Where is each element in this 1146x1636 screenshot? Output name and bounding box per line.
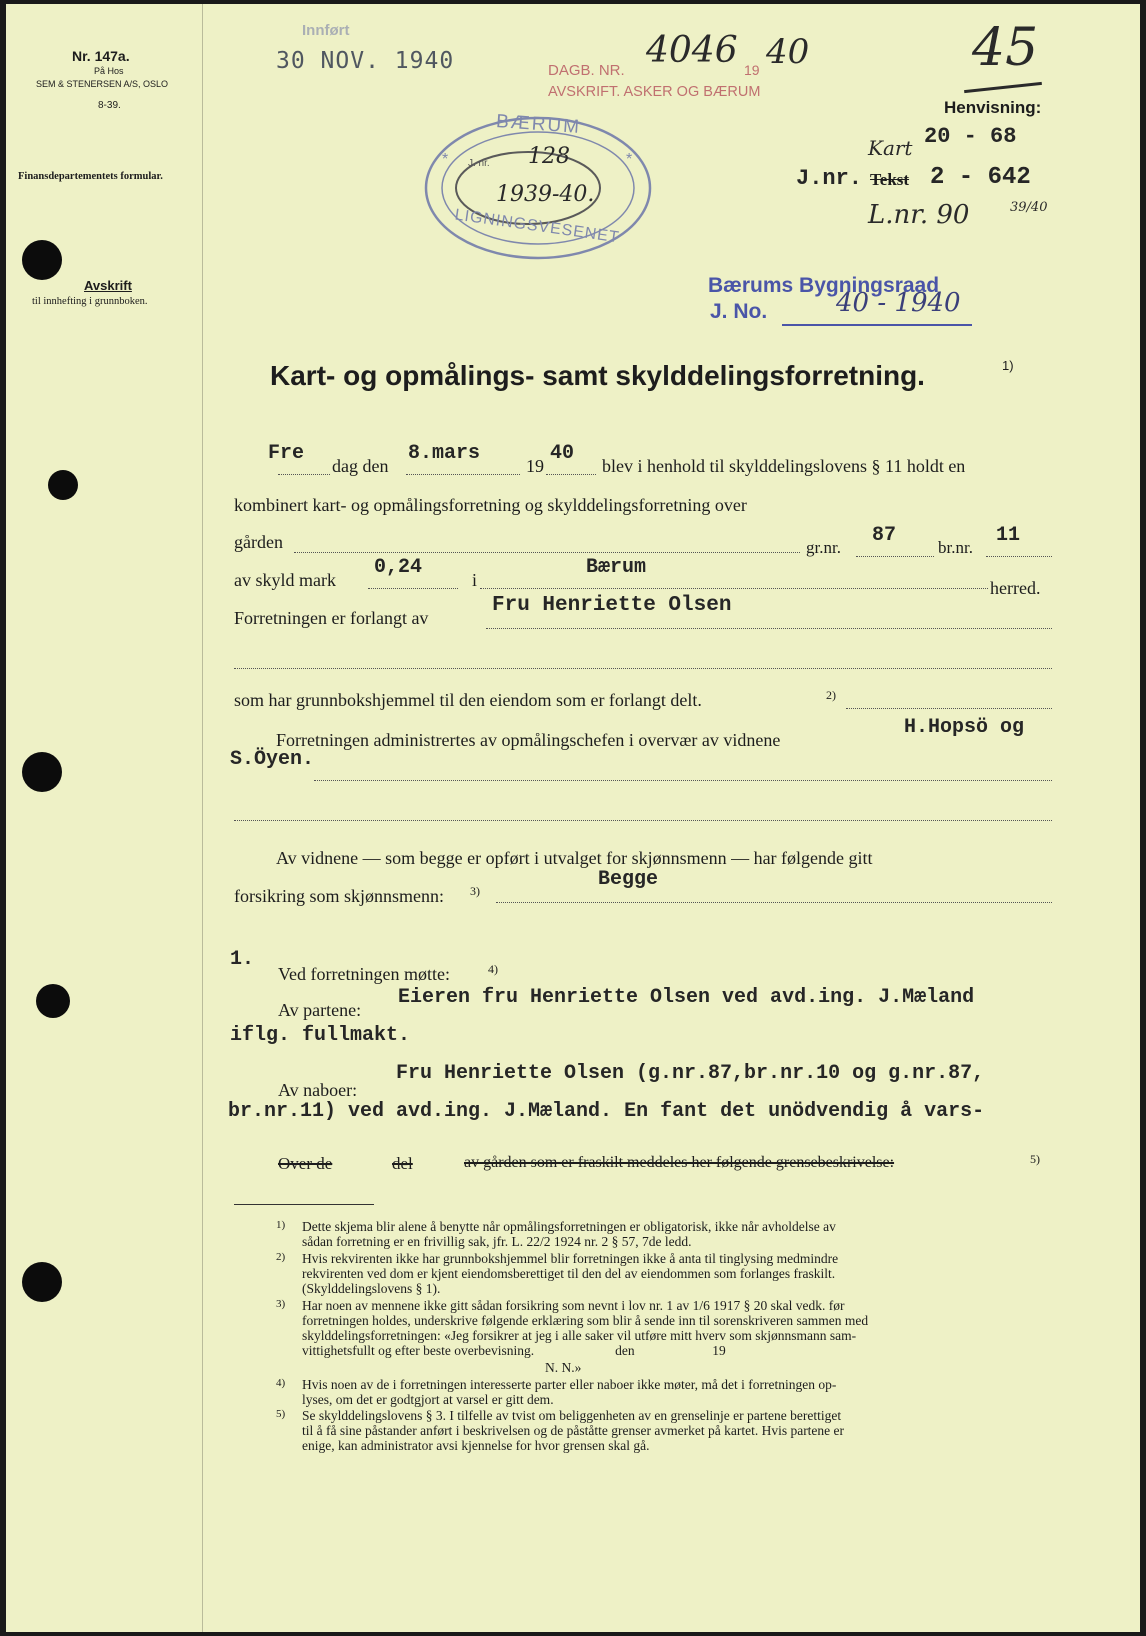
parties-line1: Eieren fru Henriette Olsen ved avd.ing. J.Mæland	[398, 986, 975, 1009]
witness-text2: forsikring som skjønnsmenn:	[234, 886, 444, 906]
gnr-label: gr.nr.	[806, 538, 841, 557]
oval-jnr-label: J. nr.	[468, 158, 490, 169]
district-typed: Bærum	[586, 556, 647, 579]
requested-label: Forretningen er forlangt av	[234, 608, 429, 628]
oval-stamp-top: BÆRUM	[495, 111, 582, 138]
admin-text: Forretningen administrertes av opmålingschefen i overvær av vidnene	[276, 730, 781, 750]
board-jno: 40 - 1940	[836, 288, 961, 318]
skyld-label: av skyld mark	[234, 570, 336, 590]
date-typed: 8.mars	[408, 442, 481, 465]
ministry-form-label: Finansdepartementets formular.	[18, 171, 163, 182]
reference-map-label: Kart	[868, 136, 913, 160]
publisher-line1: På Hos	[94, 66, 124, 76]
form-date-code: 8-39.	[98, 100, 121, 111]
page-number-underline	[964, 82, 1042, 93]
footnote-separator	[234, 1204, 374, 1205]
footnote-2-line: Hvis rekvirenten ikke har grunnbokshjemmel blir forretningen ikke å anta til tinglysing medmindre	[302, 1251, 839, 1266]
grunnbok-text: som har grunnbokshjemmel til den eiendom som er forlangt delt.	[234, 690, 702, 710]
struck-text-3: av gården som er fraskilt meddeles her følgende grensebeskrivelse:	[464, 1154, 895, 1171]
skyld-typed: 0,24	[374, 556, 423, 579]
struck-text-2: del	[392, 1154, 413, 1173]
board-jno-label: J. No.	[710, 300, 768, 323]
neighbors-line1: Fru Henriette Olsen (g.nr.87,br.nr.10 og g.nr.87,	[396, 1062, 985, 1085]
neighbors-label: Av naboer:	[278, 1080, 358, 1100]
publisher-line2: SEM & STENERSEN A/S, OSLO	[36, 79, 169, 89]
year-prefix: 19	[526, 456, 544, 476]
footnote-5-line: til å få sine påstander anført i beskrivelsen og de påståtte grenser avmerket på kartet. Hvis partene er	[302, 1423, 845, 1438]
parties-line2: iflg. fullmakt.	[230, 1024, 411, 1047]
footnote-3-line: N. N.»	[302, 1360, 582, 1375]
dotted-line	[314, 780, 1052, 781]
punch-hole	[22, 752, 62, 792]
svg-text:*: *	[626, 151, 633, 168]
svg-text:*: *	[442, 151, 449, 168]
meeting-label: Ved forretningen møtte:	[278, 964, 450, 984]
copy-title: Avskrift	[84, 278, 132, 293]
copy-note: til innhefting i grunnboken.	[32, 296, 148, 307]
witness2-typed: S.Öyen.	[230, 748, 315, 771]
dotted-line	[986, 556, 1052, 557]
copy-office-stamp: AVSKRIFT. ASKER OG BÆRUM	[548, 84, 761, 100]
footnote-4-line: lyses, om det er godtgjort at varsel er gitt dem.	[302, 1392, 554, 1407]
oval-jnr: 128	[528, 144, 570, 169]
footnote-5-line: enige, kan administrator avsi kjennelse for hvor grensen skal gå.	[302, 1438, 650, 1453]
footnote-3-line: forretningen holdes, underskrive følgende erklæring som blir å sende inn til sorenskriveren sammen med	[302, 1313, 869, 1328]
both-typed: Begge	[598, 868, 659, 891]
page-number: 45	[972, 18, 1039, 78]
oval-year: 1939-40.	[496, 182, 595, 207]
diary-number: 4046	[646, 30, 738, 71]
reference-jnr-label: J.nr.	[796, 166, 863, 191]
requested-typed: Fru Henriette Olsen	[492, 594, 732, 617]
footnote-3-line: skylddelingsforretningen: «Jeg forsikrer at jeg i alle saker vil utføre mitt hverv som skjønnsmann sam-	[302, 1328, 857, 1343]
struck-text-1: Over de	[278, 1154, 333, 1173]
witness1-typed: H.Hopsö og	[904, 716, 1025, 739]
dotted-line	[294, 552, 800, 553]
parties-label: Av partene:	[278, 1000, 362, 1020]
page-title: Kart- og opmålings- samt skylddelingsforretning.	[270, 360, 925, 391]
footnote-3-line: vittighetsfullt og efter beste overbevisning. den 19	[302, 1343, 726, 1358]
struck-footnote-ref: 5)	[1030, 1152, 1040, 1166]
reference-map-value: 20 - 68	[924, 124, 1017, 149]
title-footnote-ref: 1)	[1002, 358, 1014, 373]
farm-label: gården	[234, 532, 283, 552]
recorded-stamp: Innført	[302, 22, 350, 39]
gnr-typed: 87	[872, 524, 897, 547]
year-typed: 40	[550, 442, 575, 465]
footnote-1-line: sådan forretning er en frivillig sak, jfr. L. 22/2 1924 nr. 2 § 57, 7de ledd.	[302, 1234, 692, 1249]
district-label: herred.	[990, 578, 1041, 598]
reference-lnr-year: 39/40	[1010, 200, 1048, 215]
grunnbok-footnote-ref: 2)	[826, 688, 836, 702]
diary-year-prefix: 19	[744, 62, 760, 78]
footnote-5-line: Se skylddelingslovens § 3. I tilfelle av tvist om beliggenheten av en grenselinje er partene berettiget	[302, 1408, 842, 1423]
day-typed: Fre	[268, 442, 305, 465]
dotted-line	[486, 628, 1052, 629]
dotted-line	[368, 588, 458, 589]
dotted-line	[546, 474, 596, 475]
reference-jnr-value: 2 - 642	[930, 164, 1031, 191]
line2-text: kombinert kart- og opmålingsforretning og skylddelingsforretning over	[234, 495, 747, 515]
footnote-4-line: Hvis noen av de i forretningen interesserte parter eller naboer ikke møter, må det i forretningen op-	[302, 1377, 837, 1392]
margin-rule	[202, 4, 203, 1632]
footnote-2-line: rekvirenten ved dom er kjent eiendomsberettiget til den del av eiendommen som forlanges fraskilt.	[302, 1266, 836, 1281]
footnote-1-line: Dette skjema blir alene å benytte når opmålingsforretningen er obligatorisk, ikke når avholdelse av	[302, 1219, 836, 1234]
board-stamp: Bærums Bygningsraad	[708, 274, 940, 297]
neighbors-line2: br.nr.11) ved avd.ing. J.Mæland. En fant det unödvendig å vars-	[228, 1100, 985, 1123]
reference-text-label: Tekst	[870, 170, 910, 189]
footnote-3-line: Har noen av mennene ikke gitt sådan forsikring som nevnt i lov nr. 1 av 1/6 1917 § 20 skal vedk. før	[302, 1298, 845, 1313]
dotted-line	[846, 708, 1052, 709]
bnr-label: br.nr.	[938, 538, 973, 557]
dotted-line	[496, 902, 1052, 903]
day-label: dag den	[332, 456, 389, 476]
form-number: Nr. 147a.	[72, 48, 130, 64]
reference-heading: Henvisning:	[944, 98, 1042, 117]
reference-lnr: L.nr. 90	[868, 200, 970, 230]
section-number: 1.	[230, 948, 255, 971]
witness-text1: Av vidnene — som begge er opført i utvalget for skjønnsmenn — har følgende gitt	[276, 848, 873, 868]
dotted-line	[278, 474, 330, 475]
dotted-line	[234, 820, 1052, 821]
line1-tail: blev i henhold til skylddelingslovens § 11 holdt en	[602, 456, 966, 476]
recorded-date-stamp: 30 NOV. 1940	[276, 48, 455, 74]
footnote-3-number: 3)	[276, 1298, 286, 1310]
in-label: i	[472, 570, 478, 590]
dotted-line	[234, 668, 1052, 669]
document-page	[6, 4, 1140, 1632]
footnote-4-number: 4)	[276, 1377, 286, 1389]
footnote-1-number: 1)	[276, 1219, 286, 1231]
dotted-line	[480, 588, 988, 589]
footnote-2-line: (Skylddelingslovens § 1).	[302, 1281, 441, 1296]
witness-footnote-ref: 3)	[470, 884, 480, 898]
punch-hole	[22, 240, 62, 280]
meeting-footnote-ref: 4)	[488, 962, 498, 976]
bnr-typed: 11	[996, 524, 1021, 547]
footnote-2-number: 2)	[276, 1251, 286, 1263]
diary-label: DAGB. NR.	[548, 62, 625, 79]
footnote-5-number: 5)	[276, 1408, 286, 1420]
board-jno-underline	[782, 324, 972, 326]
punch-hole	[36, 984, 70, 1018]
diary-year: 40	[766, 32, 810, 72]
oval-stamp-bottom: LIGNINGSVESENET	[453, 206, 621, 247]
punch-hole	[22, 1262, 62, 1302]
dotted-line	[406, 474, 520, 475]
punch-hole	[48, 470, 78, 500]
dotted-line	[856, 556, 934, 557]
